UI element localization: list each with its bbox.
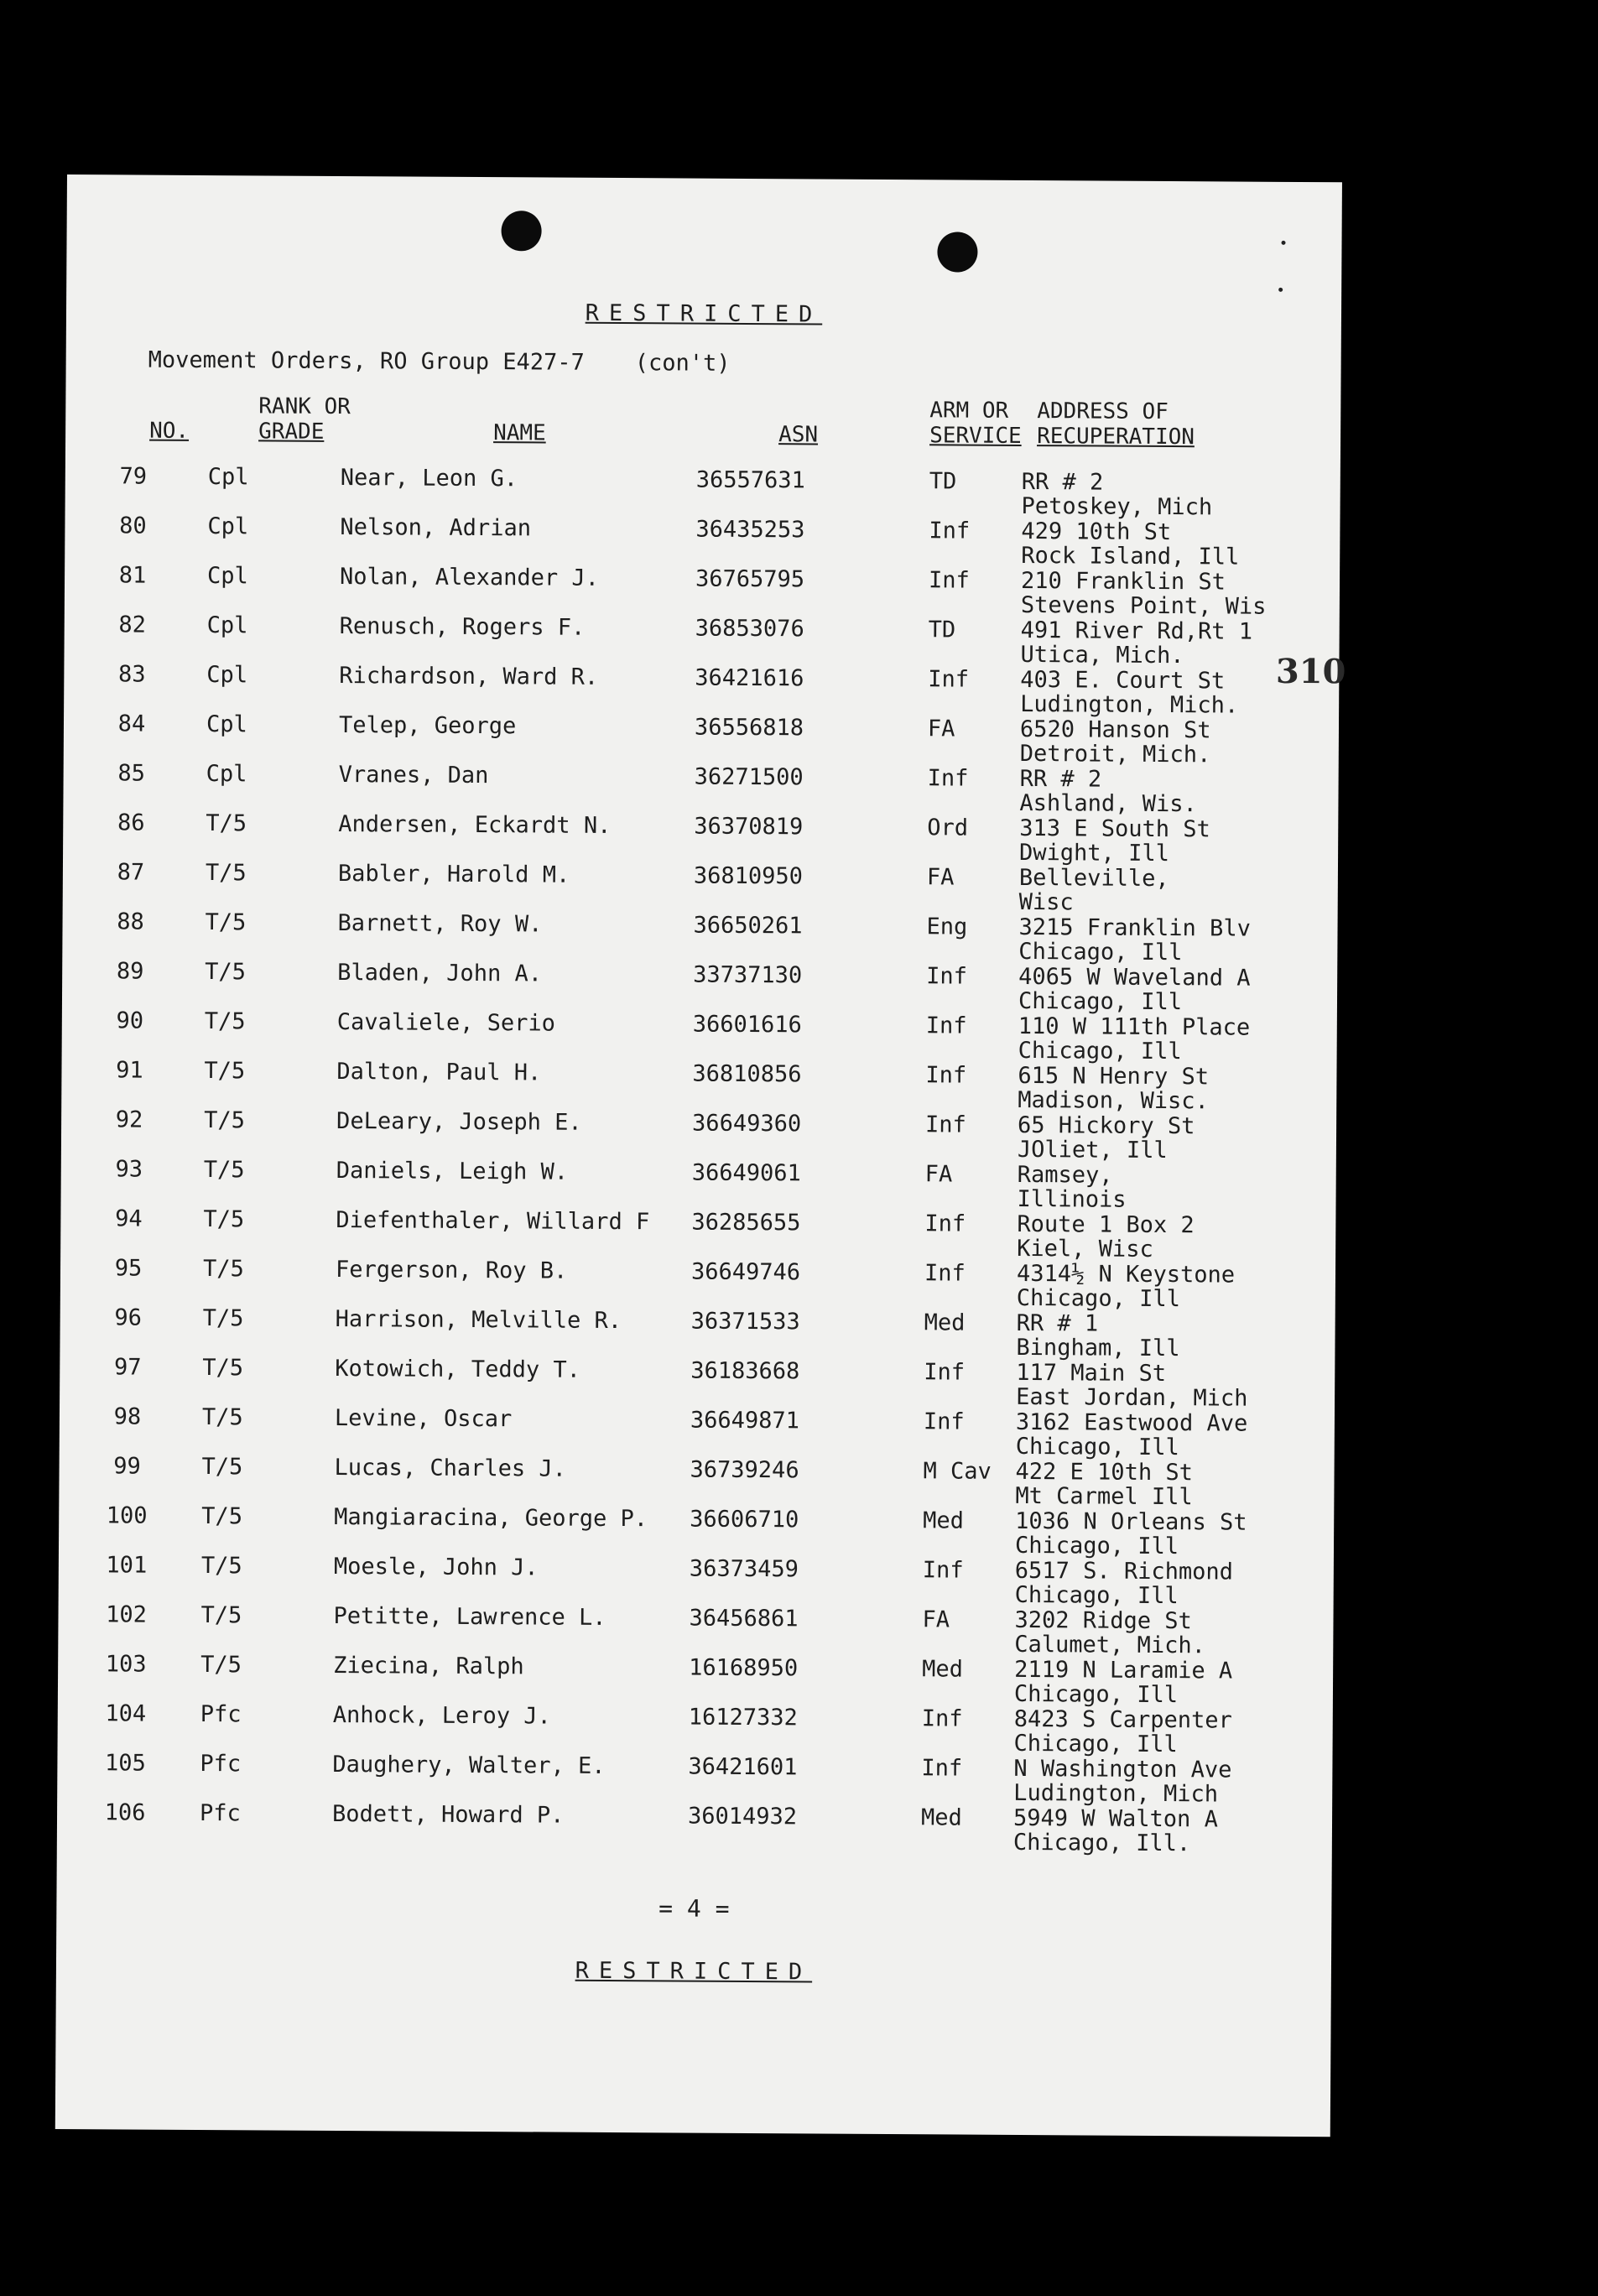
row-asn: 36370819 — [694, 813, 804, 841]
row-asn: 36014932 — [687, 1803, 798, 1830]
document-title — [148, 347, 731, 377]
row-asn: 33737130 — [693, 961, 803, 989]
row-asn: 36810950 — [693, 862, 804, 890]
row-address-line1: 65 Hickory St — [1018, 1112, 1195, 1140]
row-address-line1: 3162 Eastwood Ave — [1015, 1408, 1248, 1437]
table-row — [57, 1800, 1332, 1857]
row-grade: T/5 — [200, 1553, 242, 1580]
row-address-line2: Dwight, Ill — [1018, 839, 1169, 867]
row-no: 83 — [118, 661, 146, 688]
row-name: Nolan, Alexander J. — [339, 563, 600, 591]
row-no: 100 — [106, 1502, 148, 1529]
row-no: 105 — [104, 1750, 146, 1777]
row-address-line2: Mt Carmel Ill — [1015, 1482, 1193, 1511]
table-row — [58, 1701, 1333, 1758]
row-name: Diefenthaler, Willard F — [336, 1206, 650, 1236]
row-address-line2: Madison, Wisc. — [1018, 1086, 1209, 1115]
table-row — [65, 464, 1340, 521]
row-no: 81 — [118, 562, 147, 589]
row-no: 95 — [114, 1255, 143, 1282]
row-arm: Inf — [923, 1408, 965, 1435]
row-address-line2: Ludington, Mich — [1013, 1779, 1219, 1808]
row-address-line1: 4314½ N Keystone — [1016, 1260, 1236, 1289]
row-address-line2: East Jordan, Mich — [1016, 1383, 1248, 1412]
row-grade: T/5 — [201, 1503, 243, 1530]
row-name: Near, Leon G. — [340, 464, 518, 492]
row-address-line2: Kiel, Wisc — [1017, 1235, 1153, 1263]
row-address-line1: 3215 Franklin Blv — [1018, 914, 1251, 942]
row-no: 88 — [117, 909, 144, 935]
row-name: Fergerson, Roy B. — [335, 1256, 568, 1284]
row-grade: Pfc — [200, 1701, 242, 1728]
row-address-line2: Bingham, Ill — [1016, 1334, 1180, 1362]
table-row — [58, 1652, 1333, 1709]
table-row — [60, 1355, 1335, 1412]
row-name: Bladen, John A. — [337, 959, 543, 987]
table-row — [60, 1157, 1335, 1214]
row-name: Cavaliele, Serio — [336, 1008, 556, 1037]
row-arm: Inf — [925, 1062, 967, 1089]
row-address-line1: 5949 W Walton A — [1012, 1804, 1218, 1833]
table-row — [63, 860, 1338, 917]
row-no: 106 — [104, 1799, 146, 1826]
table-row — [58, 1602, 1333, 1659]
row-asn: 36421616 — [695, 664, 804, 692]
row-no: 92 — [115, 1106, 143, 1133]
speck — [1278, 288, 1283, 292]
row-name: Harrison, Melville R. — [335, 1305, 622, 1335]
row-grade: T/5 — [201, 1454, 243, 1481]
row-asn: 36739246 — [690, 1456, 799, 1484]
row-asn: 16168950 — [689, 1654, 799, 1682]
col-asn-label: ASN — [778, 422, 819, 448]
row-arm: Inf — [928, 666, 970, 693]
row-address-line1: 403 E. Court St — [1020, 666, 1226, 695]
col-asn-header — [778, 422, 818, 447]
table-row — [64, 612, 1339, 669]
row-grade: Cpl — [207, 464, 249, 491]
row-no: 85 — [117, 760, 145, 787]
table-row — [62, 1008, 1337, 1065]
row-address-line2: Chicago, Ill — [1013, 1730, 1178, 1758]
row-asn: 36183668 — [690, 1357, 800, 1385]
row-asn: 36649360 — [692, 1110, 802, 1138]
row-address-line2: Detroit, Mich. — [1019, 740, 1211, 768]
row-grade: Cpl — [206, 711, 247, 738]
row-grade: T/5 — [201, 1404, 243, 1431]
table-row — [61, 1107, 1336, 1164]
row-address-line2: Chicago, Ill — [1014, 1532, 1179, 1560]
row-arm: Med — [922, 1656, 964, 1683]
row-asn: 36421601 — [688, 1753, 798, 1781]
row-arm: Inf — [924, 1260, 966, 1287]
col-arm-header — [929, 398, 1022, 449]
row-no: 97 — [113, 1354, 142, 1381]
row-grade: Cpl — [206, 563, 248, 590]
table-row — [65, 513, 1340, 570]
row-no: 82 — [118, 612, 147, 638]
row-name: Babler, Harold M. — [337, 860, 570, 888]
row-no: 94 — [115, 1205, 143, 1232]
row-asn: 36649871 — [690, 1407, 800, 1434]
row-arm: M Cav — [923, 1458, 992, 1485]
row-address-line1: Route 1 Box 2 — [1017, 1210, 1195, 1239]
row-grade: T/5 — [204, 1058, 246, 1085]
row-arm: TD — [928, 617, 956, 643]
row-address-line1: RR # 1 — [1016, 1309, 1099, 1337]
row-arm: FA — [922, 1606, 950, 1633]
row-grade: T/5 — [203, 1157, 245, 1184]
row-asn: 36456861 — [689, 1605, 799, 1632]
row-grade: T/5 — [203, 1206, 245, 1233]
row-name: Richardson, Ward R. — [339, 662, 599, 690]
row-grade: T/5 — [205, 909, 247, 936]
row-no: 93 — [115, 1156, 143, 1183]
row-address-line1: 429 10th St — [1021, 518, 1172, 546]
punch-hole-right — [937, 232, 977, 272]
row-name: DeLeary, Joseph E. — [336, 1107, 582, 1136]
row-grade: T/5 — [202, 1256, 244, 1283]
row-grade: T/5 — [204, 1008, 246, 1035]
row-arm: Med — [923, 1507, 965, 1534]
row-address-line2: Illinois — [1017, 1185, 1127, 1213]
row-asn: 36853076 — [695, 615, 804, 643]
row-no: 103 — [105, 1651, 147, 1678]
row-grade: T/5 — [202, 1305, 244, 1332]
row-address-line1: RR # 2 — [1019, 765, 1102, 793]
row-name: Bodett, Howard P. — [331, 1800, 565, 1829]
document-page — [55, 174, 1346, 2137]
row-name: Daughery, Walter, E. — [332, 1751, 606, 1779]
row-address-line1: 6520 Hanson St — [1019, 716, 1211, 744]
row-grade: T/5 — [200, 1602, 242, 1629]
table-row — [59, 1454, 1334, 1511]
speck — [1282, 241, 1286, 245]
row-arm: Med — [920, 1804, 962, 1831]
col-addr-line2: RECUPERATION — [1037, 424, 1195, 450]
row-arm: Med — [924, 1309, 966, 1336]
row-no: 101 — [106, 1552, 148, 1579]
row-arm: FA — [924, 1161, 953, 1188]
row-arm: Inf — [921, 1755, 963, 1782]
row-name: Barnett, Roy W. — [337, 909, 543, 938]
row-arm: Inf — [925, 1112, 966, 1138]
row-asn: 36650261 — [693, 912, 803, 940]
row-address-line1: 3202 Ridge St — [1014, 1606, 1192, 1635]
col-addr-header — [1037, 398, 1195, 450]
row-address-line2: Rock Island, Ill — [1021, 542, 1240, 570]
col-grade-line2: GRADE — [258, 419, 325, 445]
row-address-line1: 1036 N Orleans St — [1015, 1507, 1247, 1536]
row-name: Nelson, Adrian — [340, 513, 532, 542]
row-address-line2: Chicago, Ill — [1018, 987, 1183, 1016]
row-name: Ziecina, Ralph — [333, 1652, 524, 1680]
row-grade: T/5 — [206, 810, 247, 837]
row-address-line2: Stevens Point, Wis — [1020, 591, 1267, 620]
row-no: 98 — [113, 1403, 142, 1430]
row-address-line2: Ashland, Wis. — [1019, 789, 1197, 818]
row-arm: Inf — [922, 1557, 964, 1584]
row-asn: 36649061 — [691, 1159, 801, 1187]
row-address-line1: 210 Franklin St — [1020, 567, 1226, 596]
row-name: Moesle, John J. — [333, 1553, 539, 1581]
row-asn: 36373459 — [689, 1555, 799, 1583]
page-number: = 4 = — [658, 1894, 730, 1923]
row-address-line2: Chicago, Ill — [1014, 1581, 1179, 1610]
row-address-line1: 6517 S. Richmond — [1014, 1557, 1234, 1585]
table-row — [62, 909, 1337, 966]
row-arm: Inf — [921, 1705, 963, 1732]
classification-footer: RESTRICTED — [575, 1957, 813, 1986]
row-no: 80 — [119, 513, 147, 539]
row-grade: Cpl — [206, 612, 248, 639]
row-address-line1: 4065 W Waveland A — [1018, 963, 1251, 992]
row-asn: 36557631 — [695, 466, 805, 494]
col-addr-line1: ADDRESS OF — [1037, 398, 1169, 425]
row-no: 79 — [119, 463, 148, 490]
row-asn: 36810856 — [692, 1060, 802, 1088]
row-address-line2: Chicago, Ill — [1018, 1037, 1182, 1065]
row-no: 90 — [116, 1007, 144, 1034]
row-address-line1: 615 N Henry St — [1018, 1062, 1210, 1091]
row-arm: Inf — [927, 765, 969, 792]
table-row — [60, 1404, 1335, 1461]
table-row — [61, 1058, 1336, 1115]
table-row — [64, 711, 1339, 768]
col-no-header — [149, 419, 189, 444]
row-asn: 36371533 — [690, 1308, 800, 1335]
col-name-header — [493, 420, 546, 445]
row-address-line2: Chicago, Ill — [1013, 1680, 1179, 1709]
row-grade: T/5 — [205, 959, 247, 986]
classification-header: RESTRICTED — [585, 299, 823, 328]
col-grade-header — [258, 393, 351, 445]
col-grade-line1: RANK OR — [258, 393, 351, 420]
row-address-line2: JOliet, Ill — [1017, 1136, 1168, 1164]
table-row — [62, 959, 1337, 1016]
col-name-label: NAME — [493, 420, 546, 446]
table-row — [59, 1503, 1334, 1560]
row-asn: 36435253 — [695, 516, 805, 544]
row-asn: 36556818 — [694, 714, 804, 742]
row-name: Telep, George — [338, 711, 517, 740]
row-asn: 36601616 — [692, 1011, 802, 1039]
row-name: Vranes, Dan — [338, 761, 489, 789]
row-name: Dalton, Paul H. — [336, 1058, 542, 1086]
row-address-line1: 2119 N Laramie A — [1014, 1656, 1233, 1684]
continued-label: (con't) — [634, 350, 731, 377]
row-arm: Ord — [927, 815, 969, 841]
row-name: Kotowich, Teddy T. — [335, 1355, 581, 1383]
col-arm-line2: SERVICE — [929, 423, 1022, 449]
row-asn: 36649746 — [690, 1258, 801, 1286]
row-grade: Cpl — [207, 513, 249, 540]
row-no: 104 — [105, 1700, 147, 1727]
row-no: 84 — [117, 711, 146, 737]
row-address-line1: Belleville, — [1018, 864, 1169, 893]
table-row — [60, 1256, 1335, 1313]
row-arm: Inf — [929, 518, 971, 544]
row-arm: TD — [929, 468, 957, 495]
table-row — [60, 1305, 1335, 1362]
row-grade: Pfc — [200, 1751, 242, 1778]
row-address-line2: Calumet, Mich. — [1014, 1631, 1205, 1659]
table-row — [59, 1553, 1334, 1610]
table-row — [57, 1751, 1332, 1808]
row-arm: Inf — [926, 963, 968, 990]
row-grade: Cpl — [206, 662, 248, 689]
row-name: Anhock, Leroy J. — [332, 1701, 551, 1730]
row-no: 91 — [116, 1057, 143, 1084]
col-no-label: NO. — [149, 418, 190, 444]
row-asn: 36271500 — [694, 763, 804, 791]
row-arm: Inf — [924, 1210, 966, 1237]
col-arm-line1: ARM OR — [929, 398, 1009, 424]
row-address-line2: Chicago, Ill — [1015, 1433, 1179, 1461]
table-row — [64, 662, 1339, 719]
row-arm: FA — [927, 716, 955, 742]
row-name: Mangiaracina, George P. — [334, 1503, 648, 1533]
row-grade: T/5 — [205, 860, 247, 887]
row-name: Daniels, Leigh W. — [336, 1157, 569, 1185]
row-grade: T/5 — [204, 1107, 245, 1134]
row-no: 89 — [116, 958, 144, 985]
row-asn: 36285655 — [691, 1209, 801, 1237]
table-row — [63, 761, 1338, 818]
row-name: Lucas, Charles J. — [334, 1454, 567, 1482]
row-grade: T/5 — [202, 1355, 244, 1382]
row-no: 87 — [117, 859, 145, 886]
stamp-number: 310 — [1275, 651, 1346, 692]
table-row — [65, 563, 1340, 620]
row-address-line1: RR # 2 — [1021, 468, 1104, 496]
row-arm: Inf — [924, 1359, 966, 1386]
row-address-line2: Chicago, Ill — [1018, 938, 1183, 966]
row-address-line1: 422 E 10th St — [1015, 1458, 1193, 1486]
row-name: Renusch, Rogers F. — [339, 612, 586, 641]
row-asn: 36765795 — [695, 565, 805, 593]
title-text: Movement Orders, RO Group E427-7 — [148, 346, 585, 376]
row-name: Andersen, Eckardt N. — [338, 810, 612, 839]
row-no: 99 — [113, 1453, 141, 1480]
row-address-line1: Ramsey, — [1017, 1161, 1113, 1189]
row-no: 86 — [117, 810, 145, 836]
row-asn: 36606710 — [690, 1506, 799, 1533]
row-address-line1: 313 E South St — [1019, 815, 1210, 843]
row-asn: 16127332 — [688, 1704, 798, 1731]
row-address-line2: Chicago, Ill — [1016, 1284, 1181, 1313]
row-address-line2: Ludington, Mich. — [1020, 690, 1239, 719]
row-name: Petitte, Lawrence L. — [333, 1602, 606, 1631]
row-address-line2: Chicago, Ill. — [1012, 1829, 1191, 1857]
row-address-line2: Petoskey, Mich — [1021, 492, 1213, 521]
row-name: Levine, Oscar — [334, 1404, 513, 1433]
row-no: 102 — [106, 1601, 147, 1628]
row-address-line2: Wisc — [1018, 888, 1074, 916]
row-address-line1: 491 River Rd,Rt 1 — [1020, 617, 1253, 645]
punch-hole-left — [501, 211, 541, 251]
row-no: 96 — [114, 1304, 143, 1331]
row-arm: Inf — [928, 567, 970, 594]
row-arm: FA — [926, 864, 955, 891]
row-arm: Inf — [925, 1013, 967, 1039]
table-row — [60, 1206, 1335, 1263]
row-grade: T/5 — [200, 1652, 242, 1679]
row-address-line1: N Washington Ave — [1013, 1755, 1232, 1783]
row-address-line1: 8423 S Carpenter — [1013, 1705, 1232, 1734]
row-grade: Pfc — [199, 1800, 241, 1827]
row-arm: Eng — [926, 914, 968, 940]
table-row — [63, 810, 1338, 867]
row-address-line1: 117 Main St — [1016, 1359, 1167, 1387]
row-grade: Cpl — [206, 761, 247, 788]
row-address-line2: Utica, Mich. — [1020, 641, 1184, 669]
row-address-line1: 110 W 111th Place — [1018, 1013, 1251, 1041]
